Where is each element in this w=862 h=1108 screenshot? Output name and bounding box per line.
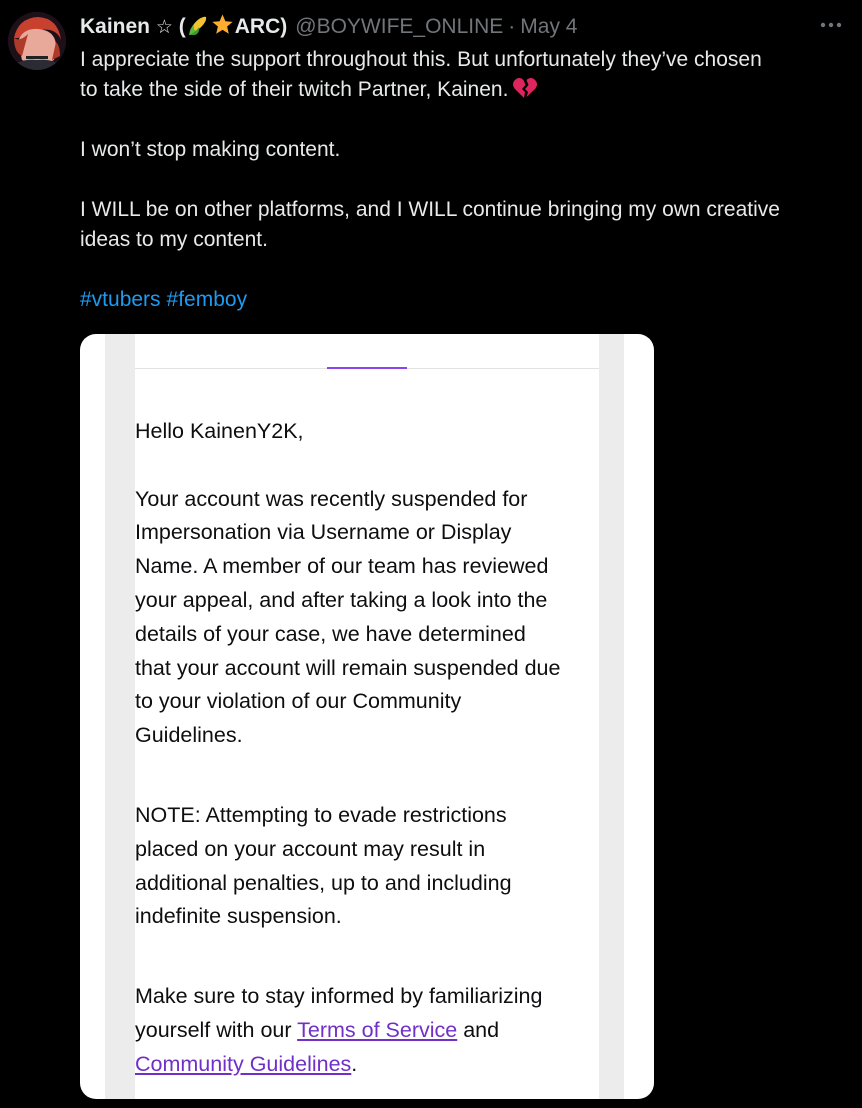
- tweet-line: I WILL be on other platforms, and I WILL continue bringing my own creative: [80, 198, 780, 221]
- avatar-image: [8, 12, 66, 70]
- email-note-line: NOTE: Attempting to evade restrictions: [135, 802, 507, 827]
- more-horizontal-icon: [820, 22, 842, 28]
- tweet-header: [80, 13, 577, 41]
- email-line: details of your case, we have determined: [135, 621, 526, 646]
- tweet-line: I appreciate the support throughout this. But unfortunately they’ve chosen: [80, 48, 762, 71]
- email-note-line: indefinite suspension.: [135, 904, 342, 929]
- tweet-line: [80, 75, 855, 105]
- terms-of-service-link: Terms of Service: [297, 1017, 458, 1042]
- closing-text: yourself with our: [135, 1017, 298, 1042]
- email-line: to your violation of our Community: [135, 689, 462, 714]
- star-outline-icon: ☆: [155, 16, 173, 38]
- email-note-line: additional penalties, up to and including: [135, 870, 512, 895]
- email-closing-line: [135, 1014, 599, 1048]
- user-handle[interactable]: @BOYWIFE_ONLINE: [295, 15, 504, 38]
- email-line: Your account was recently suspended for: [135, 486, 528, 511]
- separator-dot: ·: [508, 15, 516, 38]
- display-name-suffix: ARC): [234, 14, 288, 38]
- email-line: Guidelines.: [135, 723, 243, 748]
- display-name[interactable]: [80, 13, 287, 42]
- email-line: your appeal, and after taking a look into the: [135, 587, 548, 612]
- closing-and: and: [457, 1017, 500, 1042]
- email-line: that your account will remain suspended due: [135, 655, 561, 680]
- email-line: Name. A member of our team has reviewed: [135, 554, 549, 579]
- tweet-line-text: to take the side of their twitch Partner, Kainen.: [80, 78, 509, 101]
- email-closing-line: Make sure to stay informed by familiarizing: [135, 984, 543, 1009]
- display-name-text: Kainen: [80, 14, 151, 38]
- tweet-media-image[interactable]: [80, 334, 654, 1099]
- tweet-line: I won’t stop making content.: [80, 138, 341, 161]
- display-name-paren: (: [178, 14, 186, 38]
- email-body: [135, 415, 599, 1082]
- hashtags: [80, 285, 855, 315]
- avatar[interactable]: [8, 12, 66, 70]
- star-icon: [211, 13, 234, 36]
- email-note-line: placed on your account may result in: [135, 836, 486, 861]
- tweet-line: ideas to my content.: [80, 228, 268, 251]
- email-closing-line: [135, 1048, 599, 1082]
- hashtag-link[interactable]: #femboy: [166, 288, 248, 311]
- corn-icon: [187, 14, 209, 36]
- tweet-date[interactable]: May 4: [520, 15, 578, 38]
- community-guidelines-link: Community Guidelines: [135, 1051, 352, 1076]
- broken-heart-icon: [512, 76, 538, 100]
- email-line: Impersonation via Username or Display: [135, 520, 512, 545]
- closing-period: .: [351, 1051, 358, 1076]
- more-options-button[interactable]: [818, 12, 844, 38]
- tweet-text: [80, 45, 855, 315]
- email-greeting: Hello KainenY2K,: [135, 419, 304, 443]
- hashtag-link[interactable]: #vtubers: [80, 288, 161, 311]
- email-accent-bar: [327, 367, 407, 369]
